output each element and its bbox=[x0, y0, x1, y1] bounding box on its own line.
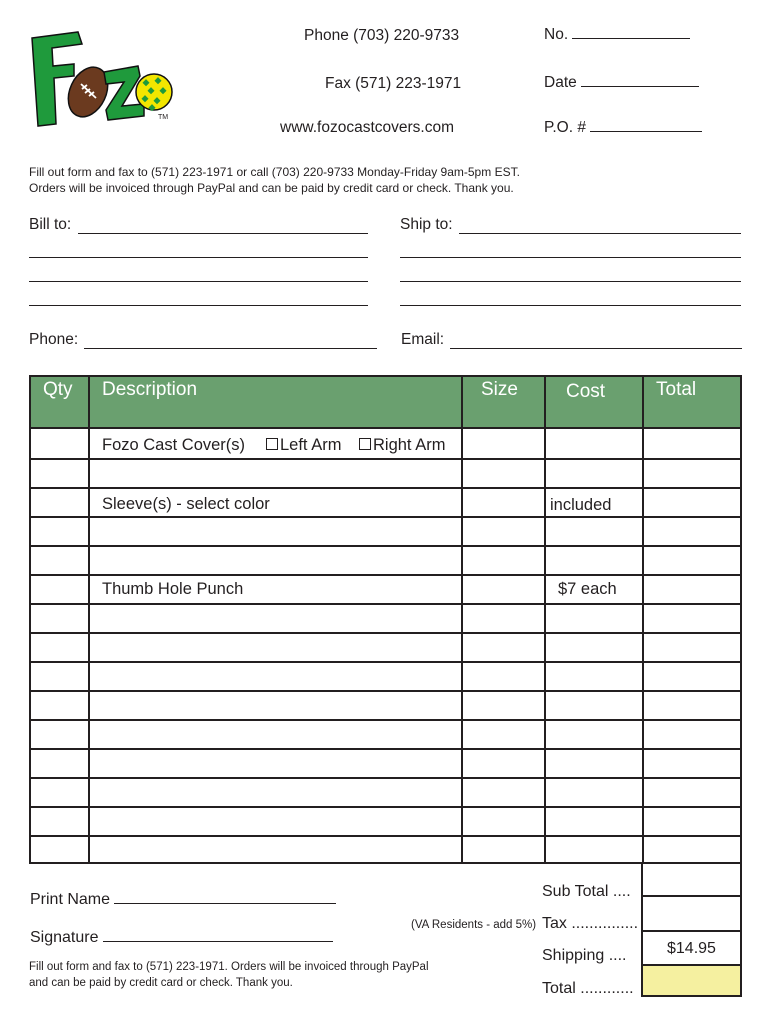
email-input-line[interactable] bbox=[450, 348, 742, 349]
header-total: Total bbox=[656, 379, 697, 400]
row-divider bbox=[31, 748, 740, 750]
sleeve-cost: included bbox=[550, 496, 612, 514]
header-cost: Cost bbox=[566, 381, 606, 402]
cast-cover-item: Fozo Cast Cover(s) bbox=[102, 436, 246, 454]
bill-to-line-4[interactable] bbox=[29, 305, 368, 306]
trademark-mark: TM bbox=[158, 114, 169, 121]
left-arm-label: Left Arm bbox=[280, 436, 342, 454]
no-input-line[interactable] bbox=[572, 38, 690, 39]
row-divider bbox=[31, 574, 740, 576]
intro-line-2: Orders will be invoiced through PayPal and can be paid by credit card or check. Thank you. bbox=[29, 181, 514, 195]
footer-note-2: and can be paid by credit card or check. Thank you. bbox=[29, 977, 293, 989]
row-divider bbox=[31, 835, 740, 837]
po-label: P.O. # bbox=[544, 119, 586, 136]
no-field[interactable] bbox=[544, 26, 690, 44]
row-divider bbox=[31, 806, 740, 808]
ship-to-line-3[interactable] bbox=[400, 281, 741, 282]
col-divider bbox=[544, 377, 546, 862]
row-divider bbox=[31, 690, 740, 692]
left-arm-option[interactable] bbox=[266, 436, 341, 455]
ship-to-line-2[interactable] bbox=[400, 257, 741, 258]
phone-input-line[interactable] bbox=[84, 348, 377, 349]
signature-line[interactable] bbox=[103, 941, 333, 942]
total-label: Total ............ bbox=[542, 980, 634, 997]
phone-label: Phone: bbox=[29, 331, 79, 348]
date-label: Date bbox=[544, 74, 577, 91]
date-field[interactable] bbox=[544, 74, 699, 92]
ship-to-line-1[interactable] bbox=[459, 233, 741, 234]
thumb-hole-item: Thumb Hole Punch bbox=[102, 580, 244, 598]
header-size: Size bbox=[481, 379, 518, 400]
subtotal-box[interactable] bbox=[641, 862, 742, 897]
fozo-logo bbox=[26, 26, 176, 131]
row-divider bbox=[31, 458, 740, 460]
right-arm-checkbox[interactable] bbox=[359, 438, 371, 450]
bill-to-line-2[interactable] bbox=[29, 257, 368, 258]
header-fax: Fax (571) 223-1971 bbox=[325, 75, 462, 92]
print-name-line[interactable] bbox=[114, 903, 336, 904]
tax-label: Tax ............... bbox=[542, 915, 639, 932]
right-arm-option[interactable] bbox=[359, 436, 445, 455]
header-description: Description bbox=[102, 379, 198, 400]
bill-to-label: Bill to: bbox=[29, 216, 72, 233]
thumb-hole-cost: $7 each bbox=[558, 580, 617, 598]
row-divider bbox=[31, 777, 740, 779]
print-name-field[interactable] bbox=[30, 891, 336, 909]
ship-to-label: Ship to: bbox=[400, 216, 453, 233]
header-phone: Phone (703) 220-9733 bbox=[304, 27, 460, 44]
bill-to-line-1[interactable] bbox=[78, 233, 368, 234]
right-arm-label: Right Arm bbox=[373, 436, 446, 454]
shipping-value: $14.95 bbox=[667, 940, 716, 957]
po-input-line[interactable] bbox=[590, 131, 702, 132]
tax-box[interactable] bbox=[641, 897, 742, 932]
intro-line-1: Fill out form and fax to (571) 223-1971 or call (703) 220-9733 Monday-Friday 9am-5pm EST. bbox=[29, 165, 520, 179]
no-label: No. bbox=[544, 26, 569, 43]
header-qty: Qty bbox=[43, 379, 73, 400]
bill-to-line-3[interactable] bbox=[29, 281, 368, 282]
col-divider bbox=[642, 377, 644, 862]
total-box[interactable] bbox=[641, 964, 742, 997]
date-input-line[interactable] bbox=[581, 86, 699, 87]
email-label: Email: bbox=[401, 331, 445, 348]
row-divider bbox=[31, 545, 740, 547]
col-divider bbox=[88, 377, 90, 862]
va-note: (VA Residents - add 5%) bbox=[411, 919, 537, 931]
col-divider bbox=[461, 377, 463, 862]
row-divider bbox=[31, 632, 740, 634]
ship-to-line-4[interactable] bbox=[400, 305, 741, 306]
signature-label: Signature bbox=[30, 929, 99, 946]
signature-field[interactable] bbox=[30, 929, 333, 947]
shipping-box bbox=[641, 930, 742, 966]
sleeve-item: Sleeve(s) - select color bbox=[102, 495, 270, 513]
left-arm-checkbox[interactable] bbox=[266, 438, 278, 450]
print-name-label: Print Name bbox=[30, 891, 111, 908]
po-field[interactable] bbox=[544, 119, 702, 137]
row-divider bbox=[31, 516, 740, 518]
row-divider bbox=[31, 603, 740, 605]
order-table bbox=[29, 375, 742, 864]
row-divider bbox=[31, 719, 740, 721]
shipping-label: Shipping .... bbox=[542, 947, 627, 964]
footer-note-1: Fill out form and fax to (571) 223-1971. Orders will be invoiced through PayPal bbox=[29, 961, 429, 973]
header-website[interactable]: www.fozocastcovers.com bbox=[280, 119, 454, 136]
subtotal-label: Sub Total .... bbox=[542, 883, 631, 900]
row-divider bbox=[31, 661, 740, 663]
row-divider bbox=[31, 487, 740, 489]
